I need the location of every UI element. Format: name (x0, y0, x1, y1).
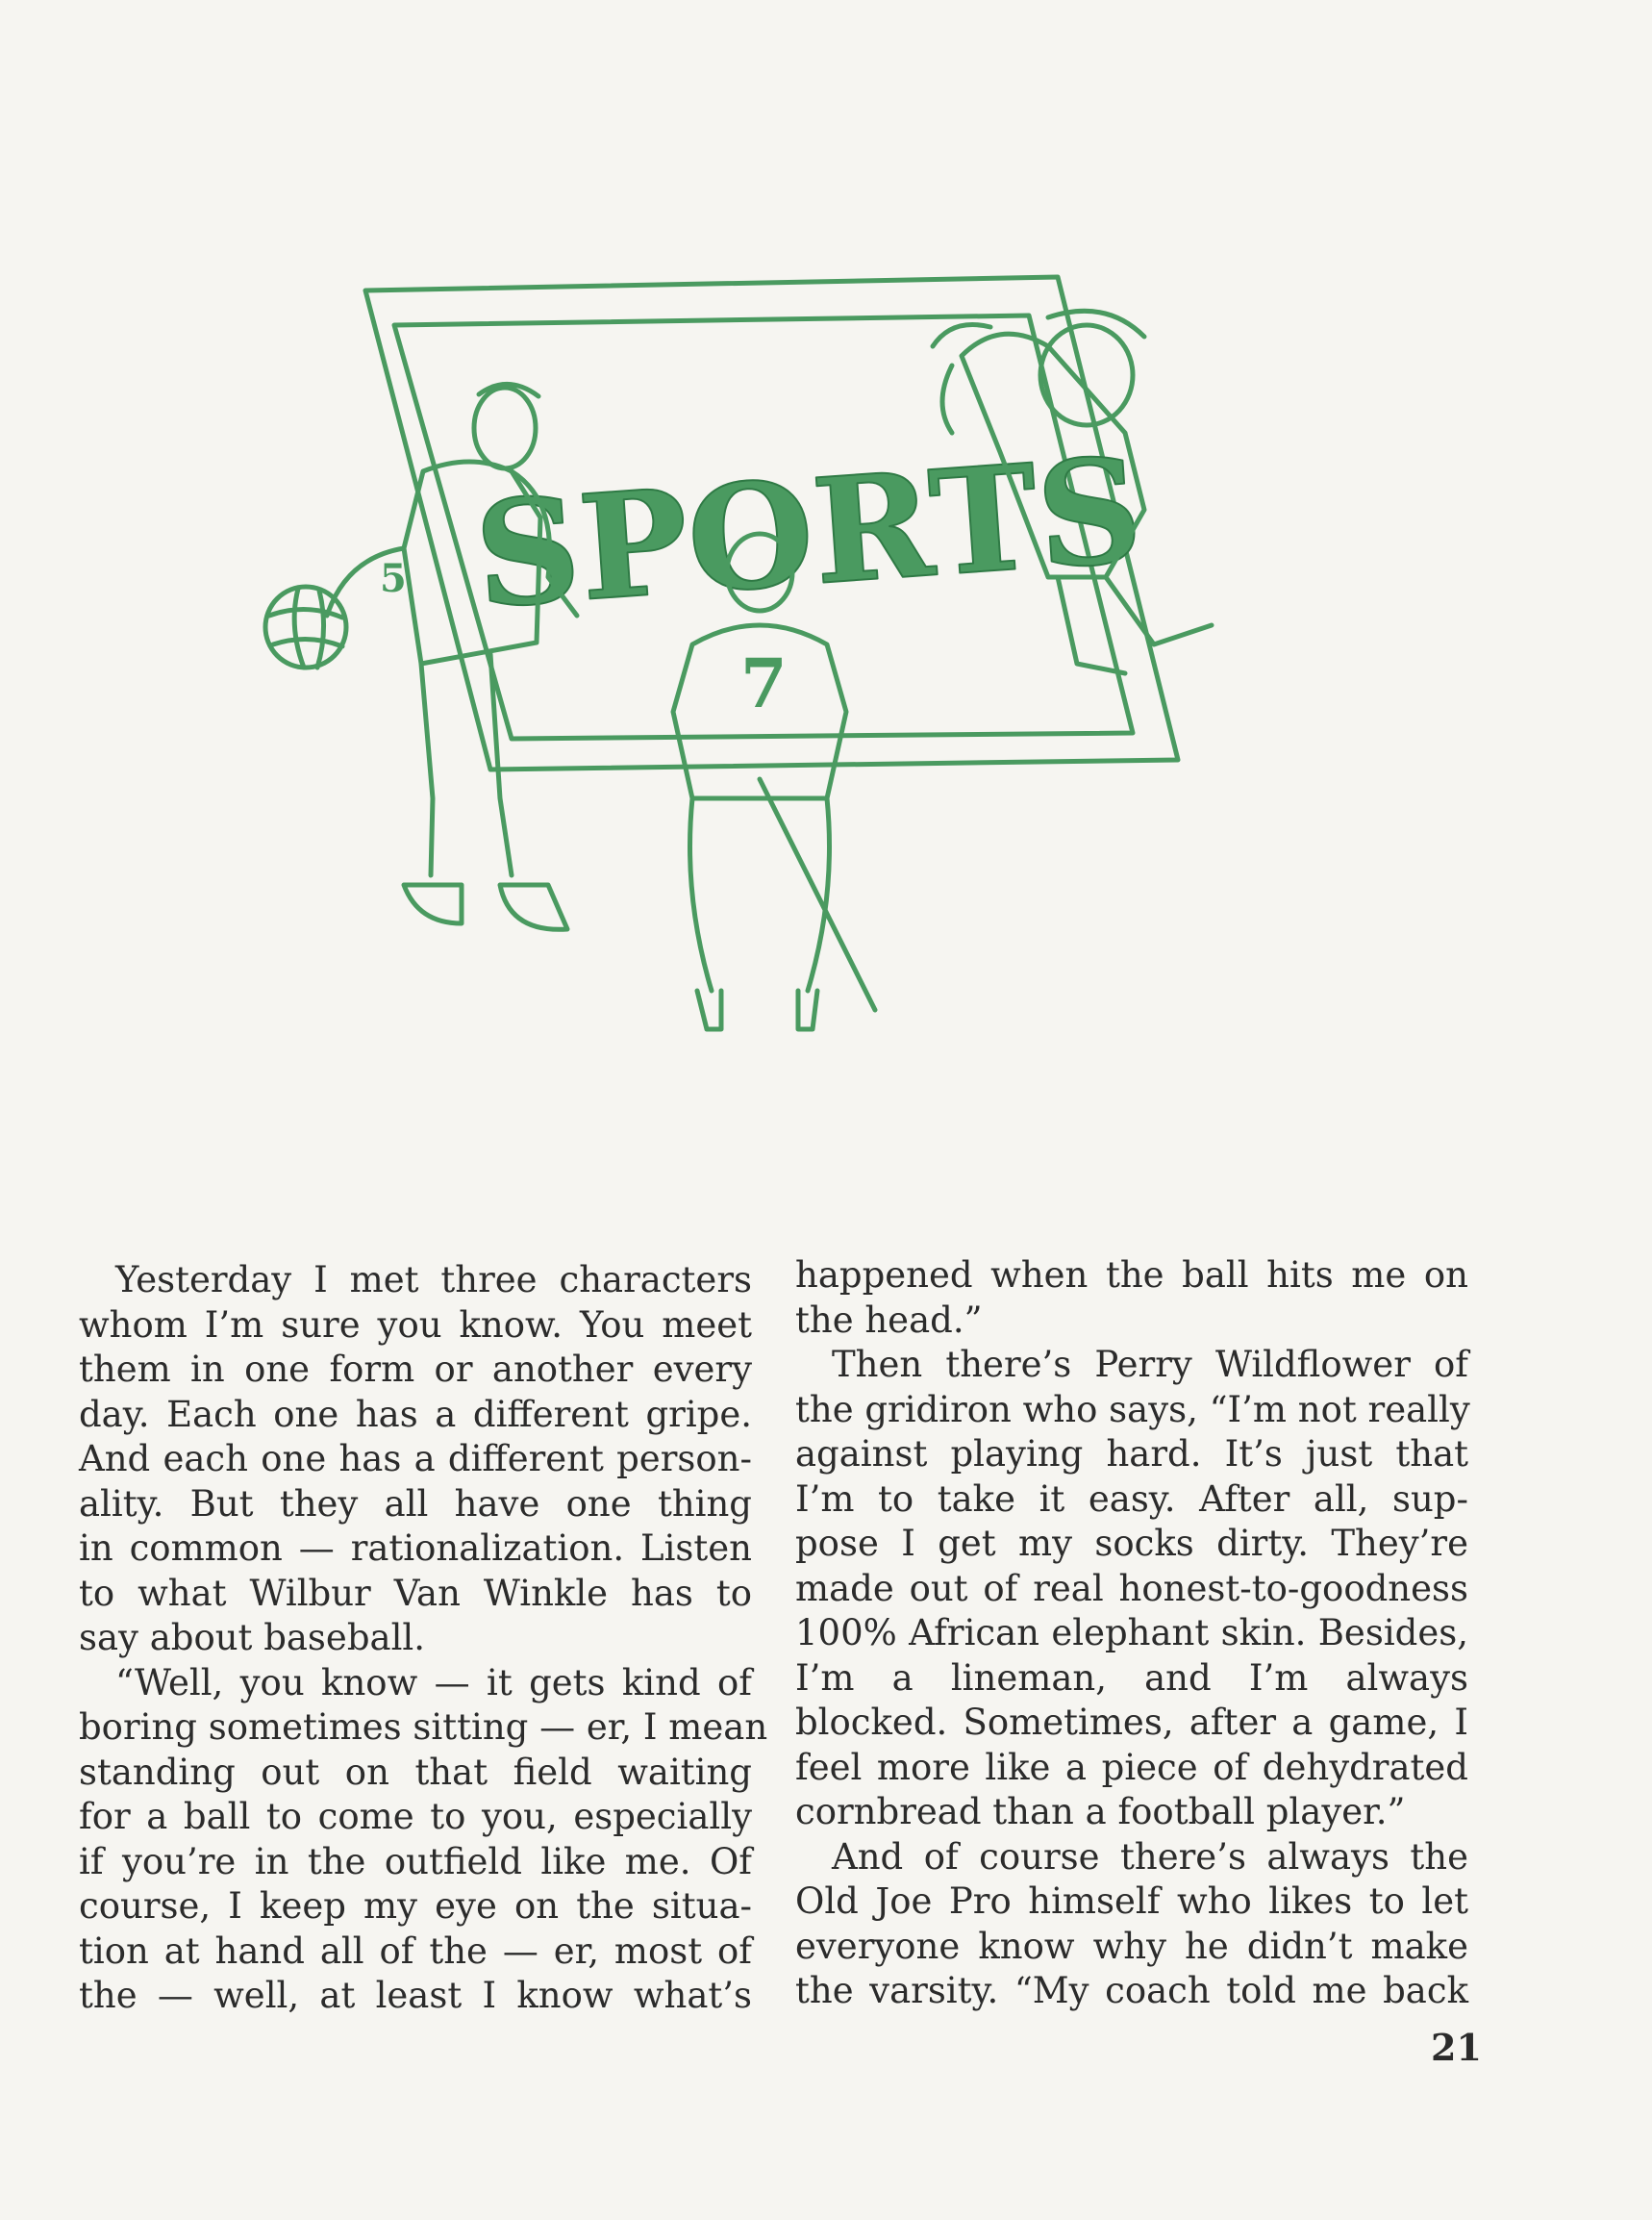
page-number: 21 (1431, 2026, 1482, 2069)
text-line: happened when the ball hits me on (795, 1254, 1468, 1296)
svg-text:SPORTS: SPORTS (469, 425, 1148, 642)
text-line: cornbread than a football player.” (795, 1791, 1406, 1832)
text-line: to what Wilbur Van Winkle has to (79, 1572, 752, 1614)
text-line: pose I get my socks dirty. They’re (795, 1523, 1468, 1564)
text-line: if you’re in the outfield like me. Of (79, 1840, 752, 1882)
text-line: Then there’s Perry Wildflower of (832, 1344, 1468, 1385)
text-line: against playing hard. It’s just that (795, 1433, 1468, 1475)
text-line: course, I keep my eye on the situa- (79, 1885, 752, 1927)
text-line: the — well, at least I know what’s (79, 1975, 752, 2016)
text-line: “Well, you know — it gets kind of (115, 1661, 752, 1703)
text-line: Old Joe Pro himself who likes to let (795, 1880, 1468, 1922)
sports-illustration (260, 260, 1298, 1097)
text-line: boring sometimes sitting — er, I mean (79, 1706, 768, 1748)
text-line: And of course there’s always the (832, 1835, 1468, 1878)
left-column (79, 1258, 768, 2019)
text-line: say about baseball. (79, 1617, 425, 1658)
text-line: everyone know why he didn’t make (795, 1925, 1468, 1967)
text-line: the gridiron who says, “I’m not really (795, 1388, 1470, 1430)
text-line: ality. But they all have one thing (79, 1482, 752, 1525)
text-line: the head.” (795, 1299, 983, 1341)
text-line: the varsity. “My coach told me back (795, 1970, 1468, 2011)
text-line: them in one form or another every (79, 1349, 752, 1390)
text-line: whom I’m sure you know. You meet (79, 1303, 752, 1346)
text-line: 100% African elephant skin. Besides, (795, 1612, 1468, 1653)
text-line: feel more like a piece of dehydrated (795, 1746, 1468, 1788)
text-line: tion at hand all of the — er, most of (79, 1930, 752, 1972)
text-line: I’m a lineman, and I’m always (795, 1656, 1468, 1699)
right-column (795, 1253, 1468, 2014)
svg-text:5: 5 (380, 556, 407, 601)
text-line: in common — rationalization. Listen (79, 1527, 752, 1569)
text-line: I’m to take it easy. After all, sup- (795, 1477, 1468, 1520)
text-line: standing out on that field waiting (79, 1751, 752, 1793)
svg-text:7: 7 (740, 643, 788, 723)
text-line: for a ball to come to you, especially (79, 1796, 752, 1837)
basketball-player-drawing (265, 384, 577, 929)
text-line: Yesterday I met three characters (115, 1259, 752, 1300)
article-body (79, 1254, 1475, 2028)
text-line: made out of real honest-to-goodness (795, 1567, 1468, 1609)
text-line: And each one has a different person- (79, 1438, 752, 1479)
text-line: day. Each one has a different gripe. (79, 1393, 752, 1435)
text-line: blocked. Sometimes, after a game, I (795, 1702, 1468, 1743)
